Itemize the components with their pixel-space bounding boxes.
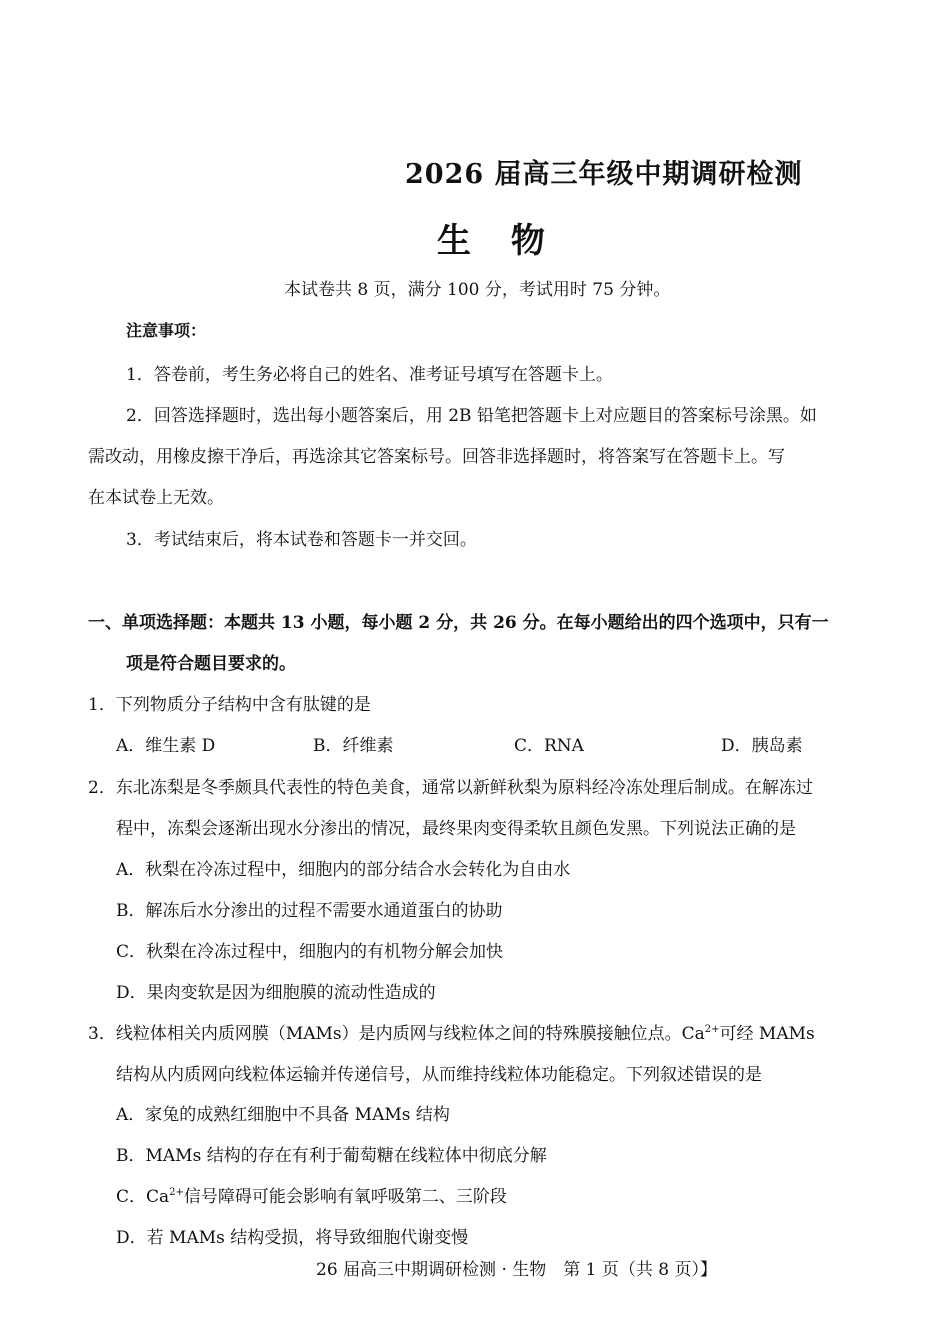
- question-3-option-c: [116, 1182, 507, 1207]
- question-3-option-d: D．若 MAMs 结构受损，将导致细胞代谢变慢: [116, 1228, 469, 1248]
- question-2-option-a: A．秋梨在冷冻过程中，细胞内的部分结合水会转化为自由水: [116, 860, 571, 880]
- exam-intro: 本试卷共 8 页，满分 100 分，考试用时 75 分钟。: [284, 280, 671, 300]
- question-1-option-d: D．胰岛素: [721, 736, 803, 756]
- section-heading-line-1: 一、单项选择题：本题共 13 小题，每小题 2 分，共 26 分。在每小题给出的四个选项中，只有一: [88, 613, 829, 633]
- question-3-option-c-part-b: 信号障碍可能会影响有氧呼吸第二、三阶段: [183, 1187, 507, 1207]
- subject-title: 生 物: [437, 221, 559, 261]
- question-3-stem-part-a: 3．线粒体相关内质网膜（MAMs）是内质网与线粒体之间的特殊膜接触位点。Ca: [88, 1024, 705, 1044]
- question-3-stem-part-b: 可经 MAMs: [719, 1024, 815, 1044]
- note-item-3: 3．考试结束后，将本试卷和答题卡一并交回。: [126, 530, 477, 550]
- note-item-2-line-3: 在本试卷上无效。: [88, 488, 224, 508]
- question-3-stem-line-2: 结构从内质网向线粒体运输并传递信号，从而维持线粒体功能稳定。下列叙述错误的是: [116, 1065, 762, 1085]
- question-3-option-c-part-a: C．Ca: [116, 1187, 170, 1207]
- exam-title: 2026 届高三年级中期调研检测: [405, 159, 803, 190]
- question-1-stem: 1．下列物质分子结构中含有肽键的是: [88, 695, 371, 715]
- notes-heading: 注意事项：: [126, 321, 207, 340]
- question-3-option-b: B．MAMs 结构的存在有利于葡萄糖在线粒体中彻底分解: [116, 1146, 547, 1166]
- page-footer: 26 届高三中期调研检测 · 生物 第 1 页（共 8 页）】: [316, 1260, 717, 1280]
- question-2-option-b: B．解冻后水分渗出的过程不需要水通道蛋白的协助: [116, 901, 503, 921]
- question-1-option-b: B．纤维素: [313, 736, 394, 756]
- question-3-stem-line-1: [88, 1019, 815, 1044]
- question-1-option-c: C．RNA: [514, 736, 584, 756]
- question-2-stem-line-1: 2．东北冻梨是冬季颇具代表性的特色美食，通常以新鲜秋梨为原料经冷冻处理后制成。在解冻过: [88, 778, 813, 798]
- question-1-option-a: A．维生素 D: [116, 736, 216, 756]
- calcium-charge-superscript: 2+: [704, 1024, 720, 1035]
- question-3-option-a: A．家兔的成熟红细胞中不具备 MAMs 结构: [116, 1105, 450, 1125]
- note-item-1: 1．答卷前，考生务必将自己的姓名、准考证号填写在答题卡上。: [126, 365, 613, 385]
- calcium-charge-superscript-c: 2+: [169, 1187, 184, 1198]
- section-heading-line-2: 项是符合题目要求的。: [126, 654, 296, 674]
- question-2-option-d: D．果肉变软是因为细胞膜的流动性造成的: [116, 983, 436, 1003]
- note-item-2-line-2: 需改动，用橡皮擦干净后，再选涂其它答案标号。回答非选择题时，将答案写在答题卡上。写: [88, 447, 785, 467]
- note-item-2-line-1: 2．回答选择题时，选出每小题答案后，用 2B 铅笔把答题卡上对应题目的答案标号涂黑。如: [126, 406, 817, 426]
- question-2-option-c: C．秋梨在冷冻过程中，细胞内的有机物分解会加快: [116, 942, 504, 962]
- question-2-stem-line-2: 程中，冻梨会逐渐出现水分渗出的情况，最终果肉变得柔软且颜色发黑。下列说法正确的是: [116, 819, 796, 839]
